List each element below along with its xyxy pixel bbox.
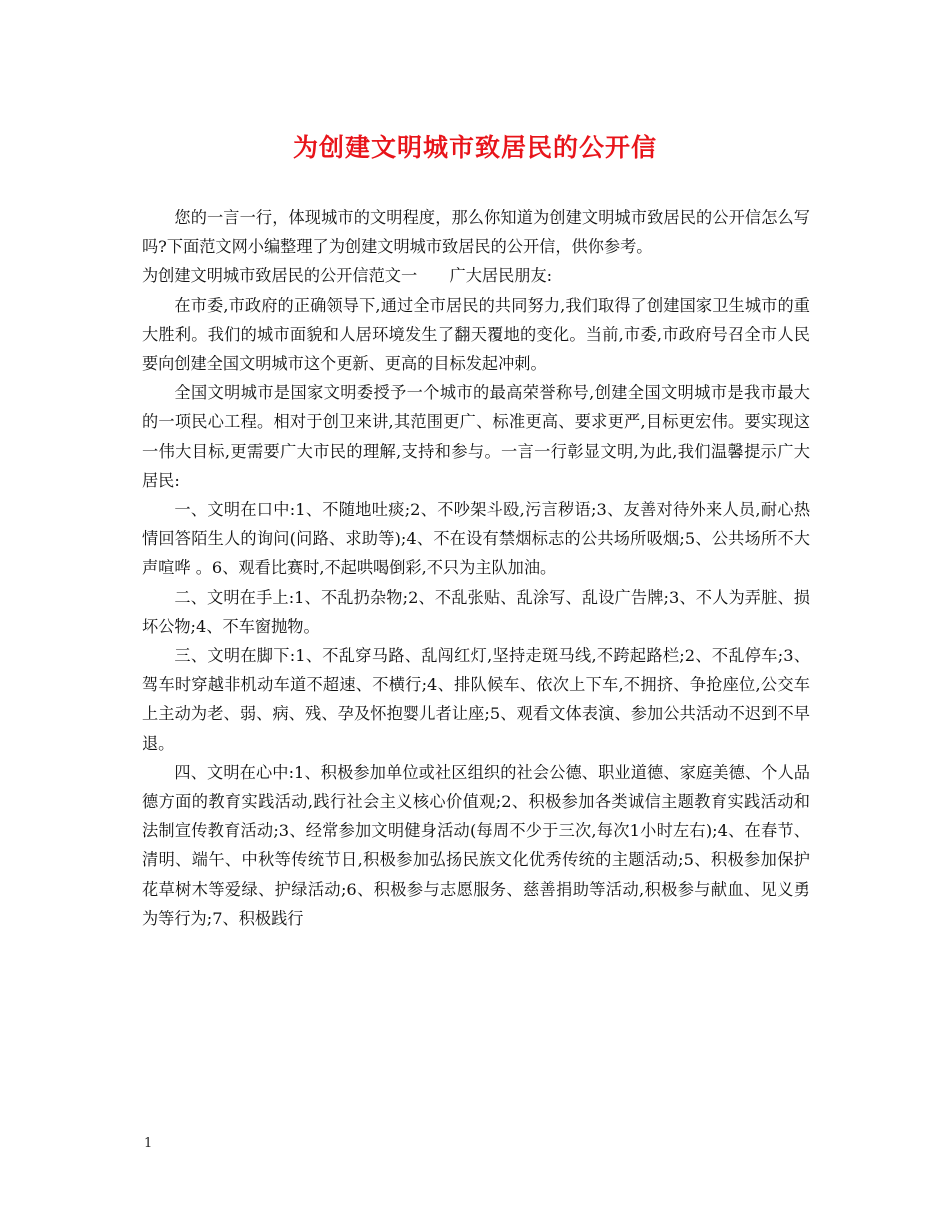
paragraph-civility-mouth: 一、文明在口中:1、不随地吐痰;2、不吵架斗殴,污言秽语;3、友善对待外来人员,耐心热情回答陌生人的询问(问路、求助等);4、不在设有禁烟标志的公共场所吸烟;5、公共场所不大声喧哗 。6、观看比赛时,不起哄喝倒彩,不只为主队加油。 [142, 500, 810, 578]
paragraph-civility-heart: 四、文明在心中:1、积极参加单位或社区组织的社会公德、职业道德、家庭美德、个人品德方面的教育实践活动,践行社会主义核心价值观;2、积极参加各类诚信主题教育实践活动和法制宣传教育活动;3、经常参加文明健身活动(每周不少于三次,每次1小时左右);4、在春节、清明、端午、中秋等传统节日,积极参加弘扬民族文化优秀传统的主题活动;5、积极参加保护花草树木等爱绿、护绿活动;6、积极参与志愿服务、慈善捐助等活动,积极参与献血、见义勇为等行为;7、积极践行 [142, 762, 810, 928]
paragraph-civility-feet: 三、文明在脚下:1、不乱穿马路、乱闯红灯,坚持走斑马线,不跨起路栏;2、不乱停车;3、驾车时穿越非机动车道不超速、不横行;4、排队候车、依次上下车,不拥挤、争抢座位,公交车上主动为老、弱、病、残、孕及怀抱婴儿者让座;5、观看文体表演、参加公共活动不迟到不早退。 [142, 646, 810, 753]
paragraph-salutation: 为创建文明城市致居民的公开信范文一 广大居民朋友: [142, 266, 553, 286]
document-body [142, 203, 810, 933]
paragraph-honor: 全国文明城市是国家文明委授予一个城市的最高荣誉称号,创建全国文明城市是我市最大的一项民心工程。相对于创卫来讲,其范围更广、标准更高、要求更严,目标更宏伟。要实现这一伟大目标,更需要广大市民的理解,支持和参与。一言一行彰显文明,为此,我们温馨提示广大居民: [142, 383, 810, 490]
paragraph-background: 在市委,市政府的正确领导下,通过全市居民的共同努力,我们取得了创建国家卫生城市的重大胜利。我们的城市面貌和人居环境发生了翻天覆地的变化。当前,市委,市政府号召全市人民要向创建全国文明城市这个更新、更高的目标发起冲刺。 [142, 295, 810, 374]
paragraph-intro: 您的一言一行，体现城市的文明程度，那么你知道为创建文明城市致居民的公开信怎么写吗?下面范文网小编整理了为创建文明城市致居民的公开信，供你参考。 [142, 208, 810, 257]
page-title: 为创建文明城市致居民的公开信 [292, 133, 657, 162]
paragraph-civility-hands: 二、文明在手上:1、不乱扔杂物;2、不乱张贴、乱涂写、乱设广告牌;3、不人为弄脏、损坏公物;4、不车窗抛物。 [142, 587, 810, 636]
page-number: 1 [144, 1136, 153, 1151]
